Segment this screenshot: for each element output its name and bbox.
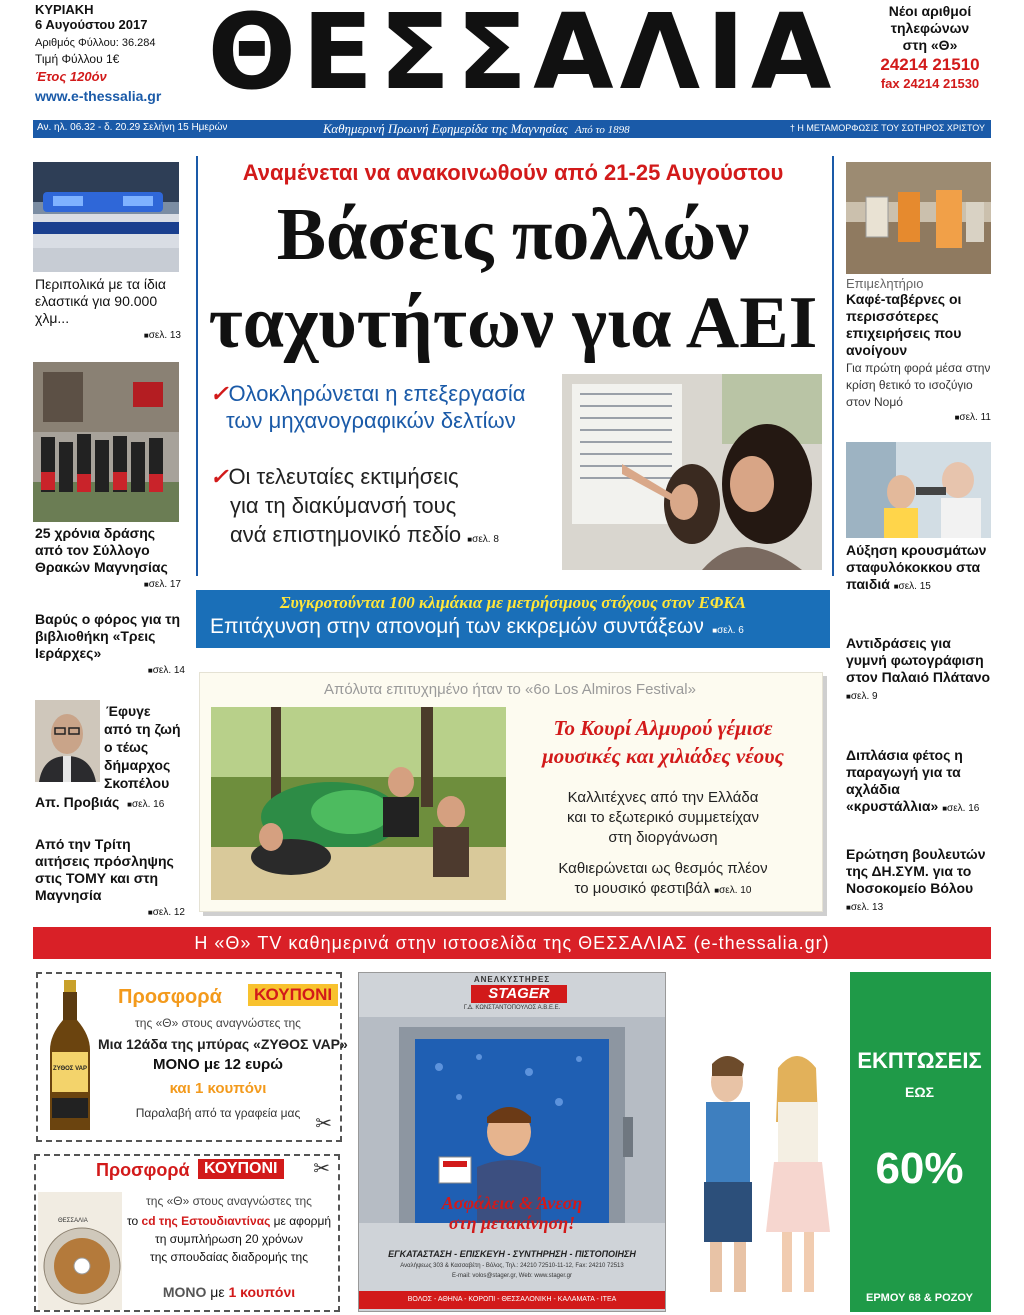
efka-kicker: Συγκροτούνται 100 κλιμάκια με μετρήσιμους στόχους στον ΕΦΚΑ <box>280 593 746 612</box>
check-icon: ✓ <box>210 381 229 406</box>
festival-photo <box>211 707 506 900</box>
main-bullet-2 <box>210 462 499 554</box>
efka-banner[interactable] <box>196 590 830 648</box>
phones-title-3: στη «Θ» <box>902 37 958 53</box>
coupon-cd[interactable] <box>34 1154 340 1312</box>
coupon1-line4: και 1 κουπόνι <box>169 1080 267 1097</box>
benetton-sale: ΕΚΠΤΩΣΕΙΣ <box>857 1048 982 1073</box>
left-story-mayor[interactable] <box>104 702 184 792</box>
photoshoot-title: Αντιδράσεις για γυμνή φωτογράφιση στον Παλαιό Πλάτανο <box>846 635 991 685</box>
coupon1-line3: ΜΟΝΟ με 12 ευρώ <box>153 1056 283 1073</box>
festival-p1-line2: και το εξωτερικό συμμετείχαν <box>567 809 759 826</box>
right-story-hospital[interactable] <box>846 846 996 916</box>
stager-cities: ΒΟΛΟΣ - ΑΘΗΝΑ - ΚΟΡΩΠΙ - ΘΕΣΣΑΛΟΝΙΚΗ - ΚΑΛΑΜΑΤΑ - ΙΤΕΑ <box>407 1296 617 1303</box>
benetton-address: ΕΡΜΟΥ 68 & ΡΟΖΟΥ <box>866 1292 973 1304</box>
stager-services: ΕΓΚΑΤΑΣΤΑΣΗ - ΕΠΙΣΚΕΥΗ - ΣΥΝΤΗΡΗΣΗ - ΠΙΣΤΟΠΟΙΗΣΗ <box>388 1249 636 1259</box>
main-headline-2[interactable]: ταχυτήτων για ΑΕΙ <box>208 282 818 364</box>
main-headline-1[interactable]: Βάσεις πολλών <box>276 194 750 276</box>
stager-ad[interactable] <box>358 972 666 1312</box>
benetton-upto: ΕΩΣ <box>905 1084 934 1100</box>
benetton-brand-1: UNITED COLORS <box>752 992 835 1003</box>
phones-title-1: Νέοι αριθμοί <box>888 3 972 19</box>
festival-p2-line1: Καθιερώνεται ως θεσμός πλέον <box>558 860 768 877</box>
issue-number: Αριθμός Φύλλου: 36.284 <box>35 37 156 49</box>
stager-brand: STAGER <box>488 985 550 1002</box>
festival-p1-line3: στη διοργάνωση <box>608 829 718 846</box>
check-icon: ✓ <box>210 464 229 489</box>
hospital-page: ■ σελ. 13 <box>846 902 883 913</box>
festival-para-1 <box>506 788 820 848</box>
mayor-page: ■ σελ. 16 <box>127 799 164 810</box>
pears-title: Διπλάσια φέτος η παραγωγή για τα αχλάδια «κρυστάλλια» <box>846 747 963 814</box>
left-story-library[interactable] <box>35 611 185 679</box>
festival-title-1: Το Κουρί Αλμυρού γέμισε <box>553 716 773 740</box>
coupon2-line4: της σπουδαίας διαδρομής της <box>150 1250 308 1264</box>
coupon2-line1: της «Θ» στους αναγνώστες της <box>146 1194 312 1208</box>
thracian-dancers-photo <box>33 362 179 522</box>
stager-slogan-2: στη μετακίνηση! <box>448 1213 576 1233</box>
left-story-police-page: ■ σελ. 13 <box>35 327 181 344</box>
bullet1-line1: Ολοκληρώνεται η επεξεργασία <box>228 381 526 406</box>
festival-p2-line2: το μουσικό φεστιβάλ <box>574 880 711 897</box>
scissors-icon: ✂ <box>313 1158 330 1180</box>
coupon2-badge: ΚΟΥΠΟΝΙ <box>198 1159 284 1179</box>
festival-p1-line1: Καλλιτέχνες από την Ελλάδα <box>567 789 759 806</box>
right-story-pears[interactable] <box>846 747 996 817</box>
pears-page: ■ σελ. 16 <box>942 803 979 814</box>
newspaper-logo: ΘΕΣΣΑΛΙΑ <box>207 0 838 113</box>
stager-slogan <box>389 1193 635 1233</box>
main-bullet-1 <box>210 380 526 434</box>
issue-date: 6 Αυγούστου 2017 <box>35 17 148 32</box>
bullet2-line2: για τη διακύμανσή τους <box>230 493 457 518</box>
masthead <box>0 0 1024 118</box>
cafe-photo <box>846 162 991 274</box>
stager-logo <box>471 985 567 1003</box>
info-bar <box>33 120 991 138</box>
issue-year: Έτος 120όν <box>35 69 107 84</box>
phones-title-2: τηλεφώνων <box>890 20 970 36</box>
coupon2-line5-b: με <box>206 1284 229 1300</box>
website-link[interactable]: www.e-thessalia.gr <box>35 88 162 104</box>
festival-page: ■ σελ. 10 <box>714 885 751 896</box>
main-kicker: Αναμένεται να ανακοινωθούν από 21-25 Αυγούστου <box>242 160 784 185</box>
coupon2-line2-c: με αφορμή <box>270 1214 332 1228</box>
sun-moon-info: Αν. ηλ. 06.32 - δ. 20.29 Σελήνη 15 Ημερών <box>37 122 228 133</box>
beer-bottle-icon <box>44 980 96 1134</box>
coupon2-line2 <box>120 1214 338 1228</box>
mayor-line-4: δήμαρχος <box>104 757 171 773</box>
benetton-logo <box>752 992 872 1016</box>
coupon-beer[interactable] <box>36 972 348 1142</box>
left-story-tomy-page: ■ σελ. 12 <box>35 904 185 921</box>
main-page: ■ σελ. 8 <box>467 534 499 545</box>
cafes-sub: Για πρώτη φορά μέσα στην κρίση θετικό το ισοζύγιο στον Νομό <box>846 361 991 409</box>
coupon2-line3: τη συμπλήρωση 20 χρόνων <box>154 1232 304 1246</box>
scissors-icon: ✂ <box>315 1113 332 1135</box>
left-story-tomy-title: Από την Τρίτη αιτήσεις πρόσληψης στις ΤΟΜΥ και στη Μαγνησία <box>35 836 174 903</box>
coupon2-line5-c: 1 κουπόνι <box>228 1284 296 1300</box>
bottle-label: ΖΥΘΟΣ VAP <box>53 1066 87 1072</box>
festival-para-2 <box>506 859 820 901</box>
benetton-brand-2: OF BENETTON. <box>752 1004 826 1015</box>
bullet1-line2: των μηχανογραφικών δελτίων <box>226 408 516 433</box>
benetton-ad[interactable] <box>682 972 991 1312</box>
efka-headline-row <box>210 615 744 639</box>
coupon1-badge: ΚΟΥΠΟΝΙ <box>248 984 338 1006</box>
cd-disc-icon <box>38 1192 122 1310</box>
tv-banner[interactable] <box>33 927 991 959</box>
coupon2-offer: Προσφορά <box>96 1160 190 1180</box>
feast-day: † Η ΜΕΤΑΜΟΡΦΩΣΙΣ ΤΟΥ ΣΩΤΗΡΟΣ ΧΡΙΣΤΟΥ <box>789 123 985 133</box>
staph-title: Αύξηση κρουσμάτων σταφυλόκοκκου στα παιδιά <box>846 542 987 592</box>
right-story-photoshoot[interactable] <box>846 635 991 705</box>
festival-title-2: μουσικές και χιλιάδες νέους <box>542 744 784 768</box>
coupon1-offer: Προσφορά <box>118 986 222 1008</box>
left-story-tomy[interactable] <box>35 836 185 921</box>
coupon1-line1: της «Θ» στους αναγνώστες της <box>135 1016 301 1030</box>
tv-banner-text: Η «Θ» TV καθημερινά στην ιστοσελίδα της ΘΕΣΣΑΛΙΑΣ (e-thessalia.gr) <box>194 933 830 953</box>
paper-tagline <box>323 121 630 137</box>
photoshoot-page: ■ σελ. 9 <box>846 691 878 702</box>
fax-number: fax 24214 21530 <box>880 76 980 91</box>
stager-brand-top: ΑΝΕΛΚΥΣΤΗΡΕΣ <box>473 975 551 984</box>
mayor-line-5: Σκοπέλου <box>104 775 170 791</box>
mayor-line-2: από τη ζωή <box>104 721 181 737</box>
benetton-percent: 60% <box>875 1144 964 1193</box>
bullet2-line1: Οι τελευταίες εκτιμήσεις <box>228 464 459 489</box>
students-photo <box>562 374 822 570</box>
cafes-title: Καφέ-ταβέρνες οι περισσότερες επιχειρήσεις που ανοίγουν <box>846 291 962 358</box>
phone-number: 24214 21510 <box>880 55 980 74</box>
stager-brand-sub: Γ.Δ. ΚΩΝΣΤΑΝΤΟΠΟΥΛΟΣ Α.Β.Ε.Ε. <box>463 1005 561 1011</box>
coupon2-line2-b: cd της Εστουδιαντίνας <box>141 1214 271 1228</box>
coupon2-line5 <box>120 1284 338 1300</box>
left-story-thracians-title: 25 χρόνια δράσης από τον Σύλλογο Θρακών Μαγνησίας <box>35 525 168 575</box>
doctor-child-photo <box>846 442 991 538</box>
right-story-cafes[interactable] <box>846 276 991 423</box>
issue-day: ΚΥΡΙΑΚΗ <box>35 2 94 17</box>
police-car-photo <box>33 162 179 272</box>
former-mayor-photo <box>35 700 100 782</box>
coupon2-line2-a: το <box>126 1214 142 1228</box>
coupon1-line2: Μια 12άδα της μπύρας «ΖΥΘΟΣ VAP» <box>98 1036 348 1052</box>
festival-title[interactable] <box>506 714 820 770</box>
mayor-name-row <box>35 794 164 810</box>
left-story-police[interactable] <box>35 276 181 344</box>
coupon2-line5-a: ΜΟΝΟ <box>162 1284 207 1300</box>
left-story-police-title: Περιπολικά με τα ίδια ελαστικά για 90.000 χλμ... <box>35 276 166 326</box>
cafes-label: Επιμελητήριο <box>846 276 924 291</box>
right-story-staph[interactable] <box>846 542 991 595</box>
hospital-title: Ερώτηση βουλευτών της ΔΗ.ΣΥΜ. για το Νοσοκομείο Βόλου <box>846 846 986 896</box>
coupon1-line5: Παραλαβή από τα γραφεία μας <box>135 1106 301 1120</box>
cd-label: ΘΕΣΣΑΛΙΑ <box>58 1218 88 1224</box>
stager-email: E-mail: volos@stager.gr, Web: www.stager.gr <box>451 1273 573 1279</box>
festival-kicker: Απόλυτα επιτυχημένο ήταν το «6ο Los Almiros Festival» <box>324 681 696 698</box>
kids-photo <box>682 972 850 1312</box>
issue-price: Τιμή Φύλλου 1€ <box>35 52 120 66</box>
efka-headline: Επιτάχυνση στην απονομή των εκκρεμών συντάξεων <box>210 615 704 638</box>
stager-slogan-1: Ασφάλεια & Άνεση <box>441 1193 583 1213</box>
bullet2-line3: ανά επιστημονικό πεδίο <box>230 522 462 547</box>
tagline-since: Από το 1898 <box>575 124 630 136</box>
phones-box <box>860 3 1000 92</box>
tagline-text: Καθημερινή Πρωινή Εφημερίδα της Μαγνησίας <box>323 121 568 136</box>
left-story-library-title: Βαρύς ο φόρος για τη βιβλιοθήκη «Τρεις Ιεράρχες» <box>35 611 181 661</box>
left-story-thracians[interactable] <box>35 525 181 593</box>
stager-cities-bar <box>359 1291 665 1309</box>
cafes-page: ■ σελ. 11 <box>846 412 991 423</box>
efka-page: ■ σελ. 6 <box>712 625 744 636</box>
left-story-library-page: ■ σελ. 14 <box>35 662 185 679</box>
mayor-name: Απ. Προβιάς <box>35 794 120 810</box>
left-story-thracians-page: ■ σελ. 17 <box>35 576 181 593</box>
staph-page: ■ σελ. 15 <box>894 581 931 592</box>
mayor-line-3: ο τέως <box>104 739 149 755</box>
stager-address: Αναλήψεως 303 & Κασσαβέτη - Βόλος, Τηλ.: 24210 72510-11-12, Fax: 24210 72513 <box>400 1263 624 1269</box>
mayor-line-1: Έφυγε <box>106 703 151 719</box>
